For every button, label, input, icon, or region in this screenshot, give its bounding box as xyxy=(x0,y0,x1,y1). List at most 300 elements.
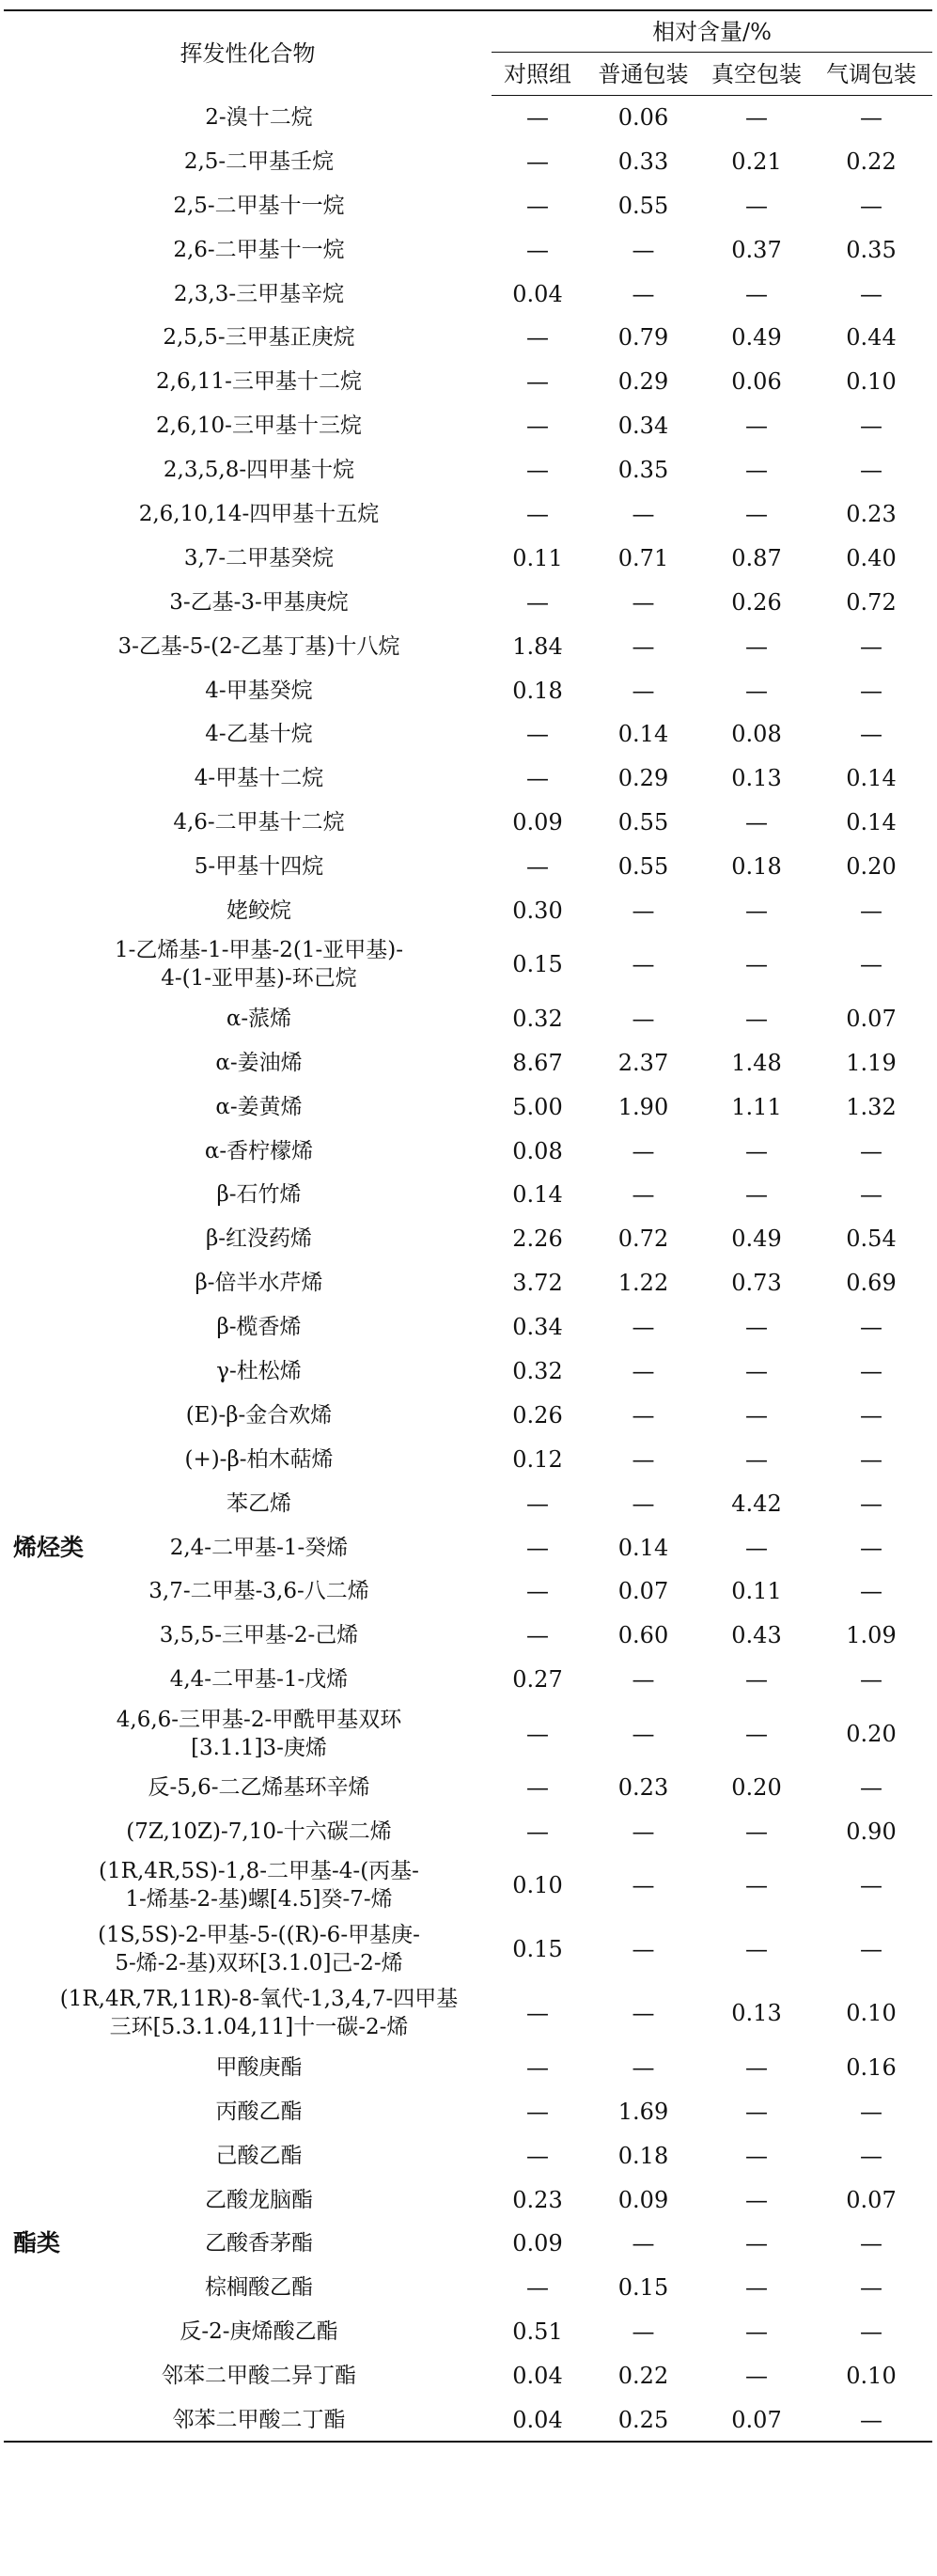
value-vacuum-package: 0.06 xyxy=(731,368,782,396)
value-map-package: — xyxy=(860,1666,882,1694)
value-vacuum-package: — xyxy=(745,500,768,527)
value-vacuum-package: — xyxy=(745,632,768,660)
value-vacuum-package: 0.08 xyxy=(731,721,782,748)
value-vacuum-package: — xyxy=(745,2274,768,2302)
value-map-package: — xyxy=(860,2098,882,2125)
value-control: — xyxy=(526,1774,549,1802)
table-row xyxy=(4,668,932,712)
table-row xyxy=(4,2089,932,2133)
compound-name: β-榄香烯 xyxy=(216,1315,302,1340)
compound-name: γ-杜松烯 xyxy=(216,1358,302,1383)
value-map-package: 0.54 xyxy=(846,1226,897,1253)
table-row xyxy=(4,1393,932,1437)
value-normal-package: 0.14 xyxy=(617,721,669,748)
value-control: — xyxy=(526,2274,549,2302)
value-vacuum-package: 0.49 xyxy=(731,324,782,351)
value-normal-package: — xyxy=(632,2230,655,2257)
value-control: 0.15 xyxy=(512,951,563,978)
value-normal-package: — xyxy=(632,1490,655,1517)
category-cell xyxy=(4,2354,26,2398)
value-map-package: — xyxy=(860,897,882,924)
value-normal-package: — xyxy=(632,500,655,527)
category-cell xyxy=(4,2045,26,2089)
value-vacuum-package: — xyxy=(745,809,768,836)
value-normal-package: 1.22 xyxy=(617,1270,669,1297)
value-normal-package: — xyxy=(632,1357,655,1384)
value-control: — xyxy=(526,1490,549,1517)
category-cell xyxy=(4,1437,26,1481)
value-map-package: — xyxy=(860,1314,882,1341)
value-map-package: — xyxy=(860,721,882,748)
value-normal-package: — xyxy=(632,2053,655,2081)
category-label: 酯类 xyxy=(13,2229,61,2257)
table-row xyxy=(4,1481,932,1525)
compound-name: 3,7-二甲基-3,6-八二烯 xyxy=(148,1579,369,1604)
value-control: 3.72 xyxy=(512,1270,563,1297)
value-map-package: 0.10 xyxy=(846,368,897,396)
compound-name: 3,7-二甲基癸烷 xyxy=(183,545,335,570)
value-map-package: 0.14 xyxy=(846,809,897,836)
compound-name: 邻苯二甲酸二异丁酯 xyxy=(162,2364,356,2389)
value-control: 0.34 xyxy=(512,1314,563,1341)
value-normal-package: — xyxy=(632,632,655,660)
value-map-package: — xyxy=(860,192,882,219)
value-map-package: — xyxy=(860,1137,882,1164)
compound-name: 2,4-二甲基-1-癸烯 xyxy=(169,1535,349,1560)
value-control: — xyxy=(526,500,549,527)
category-cell xyxy=(4,996,26,1040)
category-cell xyxy=(4,404,26,448)
value-map-package: 0.14 xyxy=(846,765,897,792)
category-cell xyxy=(4,1393,26,1437)
value-control: 0.14 xyxy=(512,1181,563,1209)
value-map-package: — xyxy=(860,1490,882,1517)
value-control: — xyxy=(526,104,549,132)
table-row xyxy=(4,139,932,183)
value-normal-package: 0.60 xyxy=(617,1622,669,1649)
category-cell xyxy=(4,1766,26,1810)
compound-name: 4-甲基十二烷 xyxy=(194,766,324,791)
value-control: — xyxy=(526,148,549,175)
category-cell xyxy=(4,1810,26,1854)
value-normal-package: — xyxy=(632,2000,655,2027)
compound-name: (1R,4R,5S)-1,8-二甲基-4-(丙基- 1-烯基-2-基)螺[4.5]癸-7-烯 xyxy=(99,1859,419,1912)
value-normal-package: — xyxy=(632,1819,655,1845)
value-control: — xyxy=(526,2053,549,2081)
value-normal-package: 1.90 xyxy=(617,1093,669,1120)
category-cell xyxy=(4,712,26,757)
category-cell xyxy=(4,1305,26,1350)
compound-name: 4,6,6-三甲基-2-甲酰甲基双环 [3.1.1]3-庚烯 xyxy=(116,1707,402,1760)
category-cell xyxy=(4,1350,26,1394)
compound-name: β-石竹烯 xyxy=(216,1182,302,1208)
value-map-package: — xyxy=(810,2398,932,2443)
compound-name: 2,3,5,8-四甲基十烷 xyxy=(163,458,355,483)
value-normal-package: 0.71 xyxy=(617,544,669,571)
value-control: 0.30 xyxy=(512,897,563,924)
value-vacuum-package: — xyxy=(745,2053,768,2081)
value-control: 0.32 xyxy=(512,1005,563,1032)
table-row xyxy=(4,1525,932,1569)
value-map-package: 1.19 xyxy=(846,1049,897,1076)
compound-name: 己酸乙酯 xyxy=(215,2143,303,2168)
category-cell xyxy=(4,492,26,537)
table-row xyxy=(4,448,932,492)
value-control: — xyxy=(526,192,549,219)
value-normal-package: 0.06 xyxy=(617,104,669,132)
value-control: — xyxy=(526,2142,549,2169)
value-normal-package: — xyxy=(632,588,655,616)
table-row xyxy=(4,1702,932,1766)
value-vacuum-package: — xyxy=(745,1819,768,1845)
table-row xyxy=(4,2178,932,2222)
table-row xyxy=(4,536,932,580)
value-map-package: 0.20 xyxy=(846,853,897,881)
table-row xyxy=(4,1766,932,1810)
category-cell xyxy=(4,96,26,140)
table-row xyxy=(4,1981,932,2045)
category-cell xyxy=(4,624,26,668)
value-normal-package: — xyxy=(632,1181,655,1209)
category-cell xyxy=(4,360,26,404)
table-row xyxy=(4,272,932,316)
value-vacuum-package: 0.07 xyxy=(703,2398,810,2443)
category-label: 烯烃类 xyxy=(13,1533,85,1561)
table-row xyxy=(4,2222,932,2266)
value-map-package: — xyxy=(860,280,882,307)
value-vacuum-package: — xyxy=(745,2142,768,2169)
compound-name: 2,5-二甲基壬烷 xyxy=(183,148,335,174)
value-map-package: — xyxy=(860,1445,882,1473)
value-control: 0.09 xyxy=(512,2230,563,2257)
compound-name: 2,5,5-三甲基正庚烷 xyxy=(163,325,355,351)
category-cell xyxy=(4,1853,26,1917)
value-normal-package: — xyxy=(632,897,655,924)
compound-name: 2,6,10,14-四甲基十五烷 xyxy=(138,501,380,526)
col-header-control: 对照组 xyxy=(492,53,584,96)
value-vacuum-package: — xyxy=(745,1445,768,1473)
category-cell xyxy=(4,1917,26,1981)
value-map-package: 1.32 xyxy=(846,1093,897,1120)
value-map-package: — xyxy=(860,2318,882,2346)
value-control: — xyxy=(526,2098,549,2125)
value-normal-package: — xyxy=(632,951,655,978)
compound-name: 乙酸龙脑酯 xyxy=(205,2187,313,2212)
value-map-package: 0.90 xyxy=(846,1819,897,1845)
value-vacuum-package: — xyxy=(745,280,768,307)
category-cell xyxy=(4,845,26,889)
table-row xyxy=(4,1129,932,1173)
value-vacuum-package: — xyxy=(745,192,768,219)
value-normal-package: — xyxy=(632,1872,655,1899)
volatile-compounds-table xyxy=(4,9,932,2443)
value-vacuum-package: — xyxy=(745,1534,768,1561)
category-cell xyxy=(4,2266,26,2310)
value-control: — xyxy=(526,1534,549,1561)
category-cell xyxy=(4,2398,26,2443)
value-normal-package: 0.09 xyxy=(617,2186,669,2213)
compound-name: (7Z,10Z)-7,10-十六碳二烯 xyxy=(126,1819,392,1844)
category-cell xyxy=(4,1614,26,1658)
value-normal-package: 0.55 xyxy=(617,853,669,881)
value-vacuum-package: 0.37 xyxy=(731,236,782,263)
table-row xyxy=(4,1614,932,1658)
value-control: 2.26 xyxy=(512,1226,563,1253)
value-map-package: — xyxy=(860,457,882,484)
value-vacuum-package: — xyxy=(745,897,768,924)
value-control: 0.51 xyxy=(512,2318,563,2346)
value-map-package: 0.07 xyxy=(846,2186,897,2213)
value-vacuum-package: — xyxy=(745,1401,768,1429)
value-control: 0.26 xyxy=(512,1401,563,1429)
category-cell xyxy=(4,1658,26,1702)
value-normal-package: 0.55 xyxy=(617,192,669,219)
value-normal-package: 2.37 xyxy=(617,1049,669,1076)
value-normal-package: — xyxy=(632,1137,655,1164)
table-row xyxy=(4,1350,932,1394)
value-vacuum-package: 0.43 xyxy=(731,1622,782,1649)
category-cell xyxy=(4,1040,26,1085)
value-control: 0.18 xyxy=(512,677,563,704)
value-control: — xyxy=(526,765,549,792)
table-row xyxy=(4,1217,932,1261)
table-row xyxy=(4,1917,932,1981)
compound-name: α-蒎烯 xyxy=(226,1006,292,1031)
table-row xyxy=(4,1853,932,1917)
category-cell xyxy=(4,2310,26,2354)
value-map-package: — xyxy=(860,1534,882,1561)
category-cell xyxy=(4,227,26,272)
value-map-package: 0.22 xyxy=(846,148,897,175)
value-control: 0.12 xyxy=(512,1445,563,1473)
value-map-package: 1.09 xyxy=(846,1622,897,1649)
category-cell xyxy=(4,448,26,492)
compound-name: (E)-β-金合欢烯 xyxy=(185,1402,333,1428)
value-vacuum-package: 0.13 xyxy=(731,765,782,792)
compound-name: β-倍半水芹烯 xyxy=(195,1271,323,1296)
compound-header: 挥发性化合物 xyxy=(4,10,492,96)
compound-name: 1-乙烯基-1-甲基-2(1-亚甲基)- 4-(1-亚甲基)-环己烷 xyxy=(114,938,404,991)
table-row xyxy=(4,2310,932,2354)
value-map-package: — xyxy=(860,1357,882,1384)
value-vacuum-package: — xyxy=(745,1872,768,1899)
category-cell xyxy=(4,1261,26,1305)
category-cell xyxy=(4,580,26,624)
value-normal-package: — xyxy=(632,1314,655,1341)
value-control: — xyxy=(526,236,549,263)
table-row xyxy=(4,360,932,404)
value-map-package: — xyxy=(860,632,882,660)
table-header xyxy=(4,10,932,96)
value-map-package: 0.44 xyxy=(846,324,897,351)
table-row xyxy=(4,889,932,933)
value-vacuum-package: — xyxy=(745,1314,768,1341)
value-control: — xyxy=(526,588,549,616)
value-normal-package: 0.15 xyxy=(617,2274,669,2302)
value-control: 0.04 xyxy=(512,2363,563,2390)
value-normal-package: 0.33 xyxy=(617,148,669,175)
compound-name: 2,3,3-三甲基辛烷 xyxy=(173,281,345,306)
table-row xyxy=(4,801,932,845)
value-vacuum-package: — xyxy=(745,2363,768,2390)
value-normal-package: — xyxy=(632,677,655,704)
value-normal-package: 0.55 xyxy=(617,809,669,836)
value-normal-package: — xyxy=(632,236,655,263)
value-normal-package: 0.14 xyxy=(617,1534,669,1561)
value-vacuum-package: 0.26 xyxy=(731,588,782,616)
table-row xyxy=(4,932,932,996)
value-vacuum-package: — xyxy=(745,2186,768,2213)
value-normal-package: — xyxy=(632,1720,655,1747)
value-vacuum-package: — xyxy=(745,1720,768,1747)
value-vacuum-package: — xyxy=(745,1137,768,1164)
category-cell xyxy=(4,1702,26,1766)
compound-name: 2-溴十二烷 xyxy=(205,104,313,130)
value-vacuum-package: — xyxy=(745,1936,768,1963)
value-normal-package: 0.25 xyxy=(584,2398,703,2443)
category-cell xyxy=(4,1217,26,1261)
value-control: 0.15 xyxy=(512,1936,563,1963)
table-row xyxy=(4,492,932,537)
value-normal-package: 1.69 xyxy=(617,2098,669,2125)
value-map-package: — xyxy=(860,1181,882,1209)
value-map-package: — xyxy=(860,677,882,704)
value-control: — xyxy=(526,368,549,396)
value-control: 0.08 xyxy=(512,1137,563,1164)
value-normal-package: — xyxy=(632,2318,655,2346)
compound-name: 邻苯二甲酸二丁酯 xyxy=(26,2398,492,2443)
table-row xyxy=(4,1810,932,1854)
compound-name: 反-2-庚烯酸乙酯 xyxy=(180,2319,338,2345)
value-vacuum-package: 0.18 xyxy=(731,853,782,881)
value-control: — xyxy=(526,853,549,881)
value-normal-package: 0.72 xyxy=(617,1226,669,1253)
value-control: 5.00 xyxy=(512,1093,563,1120)
value-control: 0.11 xyxy=(512,544,563,571)
value-control: 0.10 xyxy=(512,1872,563,1899)
category-cell xyxy=(4,889,26,933)
category-cell xyxy=(4,272,26,316)
col-header-map-package: 气调包装 xyxy=(810,53,932,96)
table-row xyxy=(4,2354,932,2398)
value-map-package: — xyxy=(860,1774,882,1802)
compound-name: 丙酸乙酯 xyxy=(215,2099,303,2124)
value-vacuum-package: 1.11 xyxy=(731,1093,782,1120)
value-vacuum-package: — xyxy=(745,413,768,440)
value-map-package: 0.10 xyxy=(846,2363,897,2390)
value-control: — xyxy=(526,413,549,440)
compound-name: 乙酸香茅酯 xyxy=(205,2231,313,2256)
value-control: — xyxy=(526,721,549,748)
value-control: — xyxy=(526,1819,549,1845)
value-normal-package: 0.18 xyxy=(617,2142,669,2169)
compound-name: 甲酸庚酯 xyxy=(215,2054,303,2080)
value-control: 0.27 xyxy=(512,1666,563,1694)
category-cell xyxy=(4,668,26,712)
category-cell xyxy=(4,932,26,996)
value-map-package: — xyxy=(860,2274,882,2302)
category-cell xyxy=(4,801,26,845)
value-normal-package: 0.35 xyxy=(617,457,669,484)
value-control: 1.84 xyxy=(512,632,563,660)
value-map-package: 0.23 xyxy=(846,500,897,527)
value-normal-package: 0.29 xyxy=(617,368,669,396)
compound-name: β-红没药烯 xyxy=(205,1226,313,1252)
value-vacuum-package: — xyxy=(745,1357,768,1384)
category-cell xyxy=(4,183,26,227)
value-normal-package: — xyxy=(632,1445,655,1473)
value-vacuum-package: 0.87 xyxy=(731,544,782,571)
value-control: 0.04 xyxy=(492,2398,584,2443)
compound-name: α-姜油烯 xyxy=(215,1050,303,1075)
category-cell xyxy=(4,1481,26,1525)
value-control: — xyxy=(526,1622,549,1649)
compound-name: (1R,4R,7R,11R)-8-氧代-1,3,4,7-四甲基 三环[5.3.1.04,11]十一碳-2-烯 xyxy=(59,1987,459,2040)
category-cell xyxy=(4,2178,26,2222)
value-vacuum-package: — xyxy=(745,951,768,978)
value-vacuum-package: — xyxy=(745,457,768,484)
value-map-package: — xyxy=(860,2142,882,2169)
compound-name: 姥鲛烷 xyxy=(226,898,291,923)
compound-name: 2,6,10-三甲基十三烷 xyxy=(156,414,362,439)
value-vacuum-package: — xyxy=(745,104,768,132)
value-vacuum-package: 1.48 xyxy=(731,1049,782,1076)
value-control: 0.09 xyxy=(512,809,563,836)
table-row xyxy=(4,1569,932,1614)
compound-name: 4,6-二甲基十二烷 xyxy=(173,810,345,835)
value-vacuum-package: — xyxy=(745,1181,768,1209)
value-map-package: — xyxy=(860,1578,882,1605)
value-map-package: 0.72 xyxy=(846,588,897,616)
value-map-package: — xyxy=(860,951,882,978)
value-map-package: — xyxy=(860,1872,882,1899)
table-row xyxy=(4,96,932,140)
relative-content-header: 相对含量/% xyxy=(492,10,932,53)
value-normal-package: — xyxy=(632,280,655,307)
compound-name: α-香柠檬烯 xyxy=(204,1138,314,1163)
value-normal-package: — xyxy=(632,1936,655,1963)
compound-name: 4,4-二甲基-1-戊烯 xyxy=(169,1667,349,1693)
table-row xyxy=(4,183,932,227)
value-map-package: 0.10 xyxy=(846,2000,897,2027)
value-map-package: 0.40 xyxy=(846,544,897,571)
value-control: — xyxy=(526,324,549,351)
value-vacuum-package: — xyxy=(745,2098,768,2125)
value-normal-package: 0.34 xyxy=(617,413,669,440)
category-cell xyxy=(4,1981,26,2045)
compound-name: (+)-β-柏木萜烯 xyxy=(184,1446,334,1472)
category-cell xyxy=(4,139,26,183)
value-control: — xyxy=(526,1578,549,1605)
value-vacuum-package: 0.13 xyxy=(731,2000,782,2027)
compound-name: 4-乙基十烷 xyxy=(205,722,313,747)
category-cell xyxy=(4,316,26,360)
value-control: — xyxy=(526,2000,549,2027)
table-row xyxy=(4,2133,932,2178)
compound-name: 3-乙基-5-(2-乙基丁基)十八烷 xyxy=(117,633,400,659)
table-row xyxy=(4,624,932,668)
table-row xyxy=(4,227,932,272)
value-vacuum-package: 0.49 xyxy=(731,1226,782,1253)
table-row xyxy=(4,2045,932,2089)
value-vacuum-package: — xyxy=(745,1666,768,1694)
value-map-package: — xyxy=(860,1936,882,1963)
value-vacuum-package: 0.73 xyxy=(731,1270,782,1297)
value-map-package: — xyxy=(860,1401,882,1429)
value-vacuum-package: 0.21 xyxy=(731,148,782,175)
value-normal-package: 0.29 xyxy=(617,765,669,792)
value-map-package: 0.07 xyxy=(846,1005,897,1032)
